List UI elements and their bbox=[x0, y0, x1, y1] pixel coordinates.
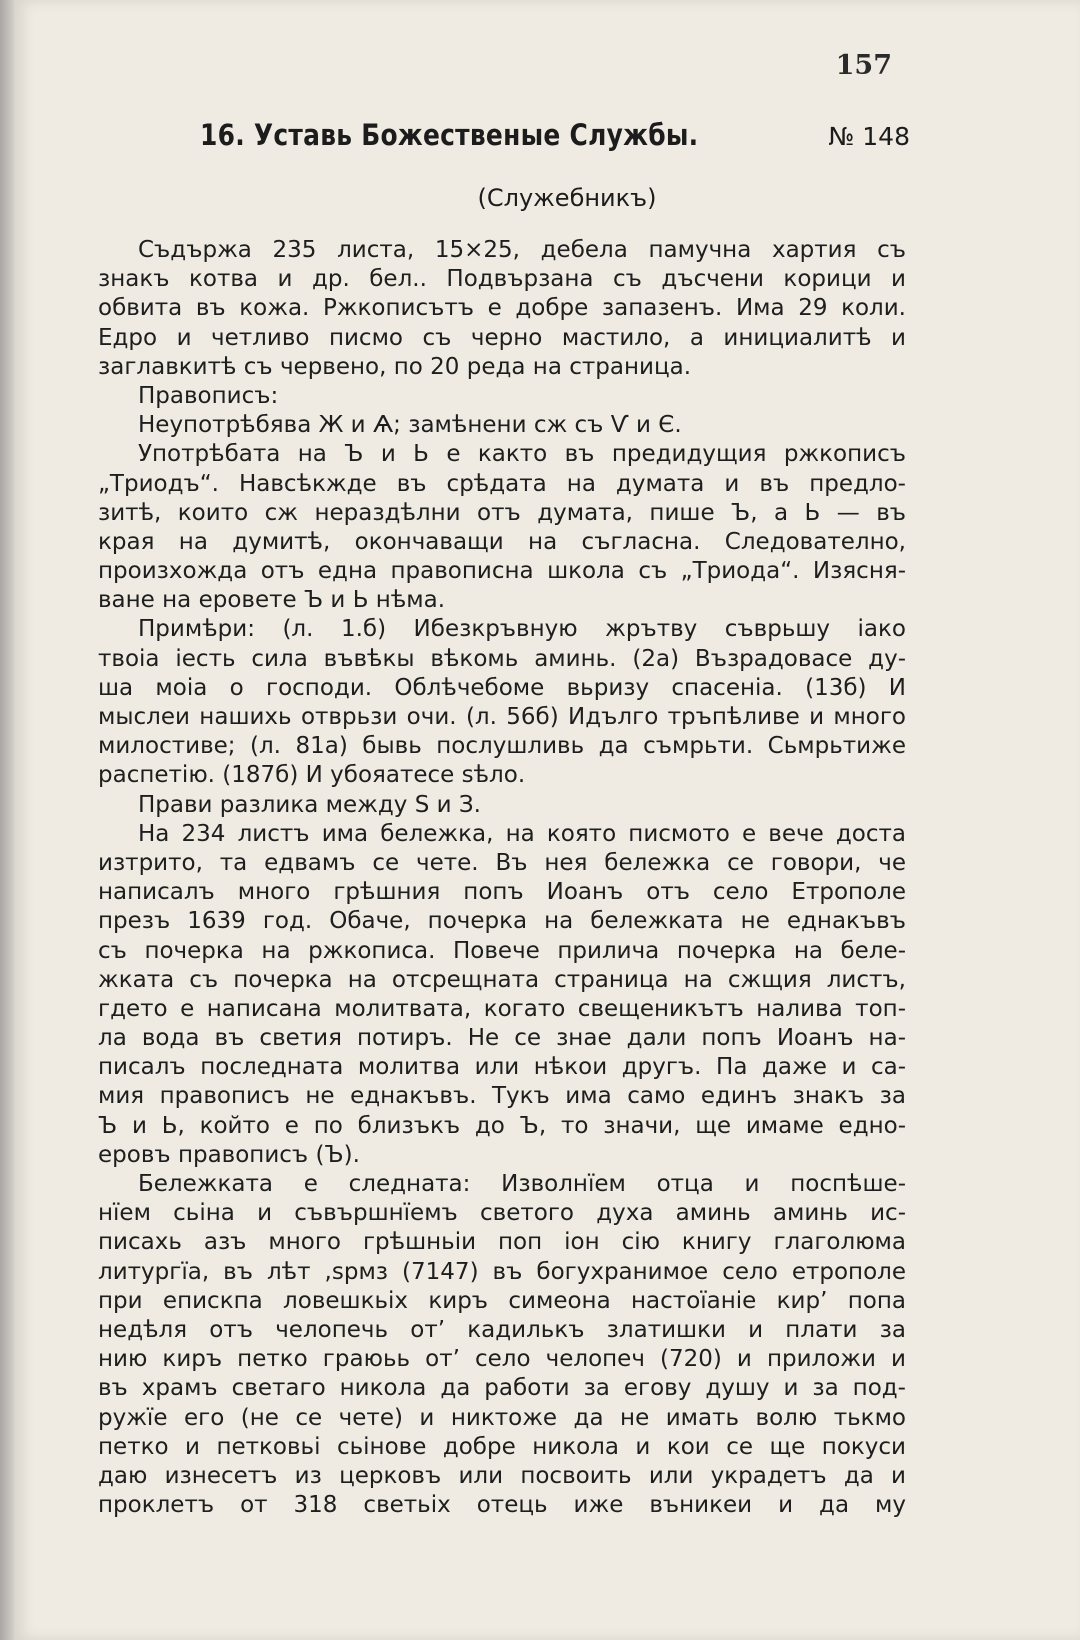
text-line: На 234 листъ има бележка, на която писмото е вече доста bbox=[138, 820, 906, 847]
text-line: писахь азъ много грѣшньіи поп іон сію книгу глаголюма bbox=[98, 1229, 906, 1256]
text-line: Правописъ: bbox=[138, 382, 279, 409]
text-line: распетію. (187б) И убояатесе ѕѣло. bbox=[98, 762, 526, 789]
text-line: петко и петковьі сьінове добре никола и кои се ще покуси bbox=[98, 1433, 906, 1460]
text-line: гдето е написана молитвата, когато свещеникътъ налива топ- bbox=[98, 995, 906, 1022]
text-line: Бележката е следната: Изволнїем отца и поспѣше- bbox=[138, 1171, 906, 1197]
text-line: ла вода въ светия потиръ. Не се знае дали попъ Иоанъ на- bbox=[98, 1025, 906, 1052]
text-line: знакъ котва и др. бел.. Подвързана съ дъсчени корици и bbox=[98, 266, 906, 293]
text-line: ша моіа о господи. Облѣчебоме вьризу спасеніа. (13б) И bbox=[98, 674, 906, 701]
text-line: презъ 1639 год. Обаче, почерка на бележката не еднакъвъ bbox=[98, 908, 906, 935]
text-line: при епискпа ловешкьіх киръ симеона настоїаніе кир’ попа bbox=[98, 1287, 906, 1314]
text-line: нию киръ петко граюьь от’ село челопеч (720) и приложи и bbox=[98, 1346, 906, 1373]
text-line: мыслеи нашихь отврьзи очи. (л. 56б) Идълго тръпѣливе и много bbox=[98, 704, 906, 730]
book-page bbox=[14, 0, 1080, 1640]
body-text bbox=[98, 236, 906, 1520]
text-line: еровъ правописъ (Ъ). bbox=[98, 1141, 360, 1168]
text-line: написалъ много грѣшния попъ Иоанъ отъ село Етрополе bbox=[98, 879, 906, 906]
text-line: Ъ и Ь, който е по близъкъ до Ъ, то значи, ще имаме едно- bbox=[98, 1112, 906, 1139]
text-line: литургїа, въ лѣт ,ѕрмз (7147) въ богухранимое село етрополе bbox=[98, 1258, 906, 1285]
text-line: Съдържа 235 листа, 15×25, дебела памучна хартия съ bbox=[138, 237, 906, 263]
text-line: съ почерка на ржкописа. Повече прилича почерка на беле- bbox=[98, 937, 906, 964]
text-line: мия правописъ не еднакъвъ. Тукъ има само единъ знакъ за bbox=[98, 1083, 906, 1110]
text-line: милостиве; (л. 81а) бывь послушливь да съмрьти. Сьмрьтиже bbox=[98, 733, 906, 760]
text-line: произхожда отъ една правописна школа съ „Триода“. Изясня- bbox=[98, 558, 906, 585]
text-line: Примѣри: (л. 1.б) Ибезкръвную жрътву съврьшу іако bbox=[138, 616, 906, 643]
text-line: Неупотрѣбява Ж и Ѧ; замѣнени сж съ Ѵ и Є. bbox=[138, 412, 682, 439]
text-line: обвита въ кожа. Ржкописътъ е добре запазенъ. Има 29 коли. bbox=[98, 295, 906, 322]
text-line: недѣля отъ челопечь от’ кадилькъ златишки и плати за bbox=[98, 1316, 906, 1343]
text-line: твоіа іесть сила въвѣкы вѣкомь аминь. (2а) Възрадовасе ду- bbox=[98, 645, 906, 672]
text-line: ружїе его (не се чете) и никтоже да не имать волю тькмо bbox=[98, 1404, 906, 1431]
text-line: изтрито, та едвамъ се чете. Въ нея бележка се говори, че bbox=[98, 849, 906, 876]
section-subtitle: (Служебникъ) bbox=[477, 184, 657, 212]
text-line: проклетъ от 318 светьіх отець иже въникеи и да му bbox=[98, 1492, 906, 1519]
text-line: Прави разлика между Ѕ и З. bbox=[138, 791, 481, 818]
text-line: края на думитѣ, окончаващи на съгласна. Следователно, bbox=[98, 528, 906, 555]
page-number: 157 bbox=[835, 50, 892, 81]
text-line: въ храмъ светаго никола да работи за егову душу и за под- bbox=[98, 1375, 906, 1402]
text-line: заглавкитѣ съ червено, по 20 реда на страница. bbox=[98, 353, 692, 380]
heading-row bbox=[14, 118, 1080, 166]
manuscript-number: № 148 bbox=[828, 122, 910, 151]
text-line: зитѣ, които сж нераздѣлни отъ думата, пише Ъ, а Ь — въ bbox=[98, 499, 906, 526]
text-line: „Триодъ“. Навсѣкжде въ срѣдата на думата и въ предло- bbox=[98, 470, 906, 497]
text-line: писалъ последната молитва или нѣкои другъ. Па даже и са- bbox=[98, 1054, 906, 1081]
text-line: нїем сьіна и съвършнїемъ светого духа аминь аминь ис- bbox=[98, 1200, 906, 1227]
text-line: Едро и четливо писмо съ черно мастило, а инициалитѣ и bbox=[98, 324, 906, 351]
section-title: 16. Уставь Божественые Службы. bbox=[200, 118, 699, 152]
text-line: Употрѣбата на Ъ и Ь е както въ предидущия ржкописъ bbox=[138, 441, 906, 468]
text-line: даю изнесетъ из церковъ или посвоить или украдетъ да и bbox=[98, 1462, 906, 1489]
text-line: жката съ почерка на отсрещната страница на сжщия листъ, bbox=[98, 966, 906, 993]
text-line: ване на еровете Ъ и Ь нѣма. bbox=[98, 587, 446, 614]
